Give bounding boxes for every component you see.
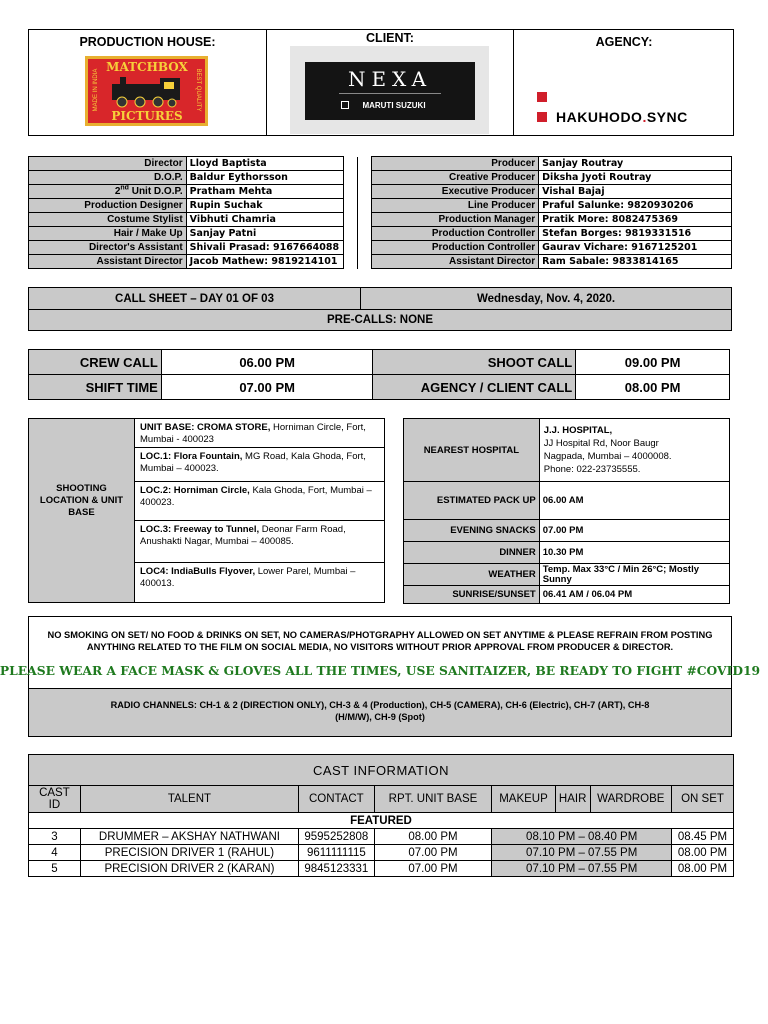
radio-channels-text: RADIO CHANNELS: CH-1 & 2 (DIRECTION ONLY), CH-3 & 4 (Production), CH-5 (CAMERA), CH-6 (Electric), CH-7 (ART), CH-8 (H/M/W), CH-9 (Spot) bbox=[110, 700, 650, 722]
crew-name: Lloyd Baptista bbox=[186, 157, 343, 171]
cast-rpt: 07.00 PM bbox=[374, 861, 492, 877]
crew-name: Stefan Borges: 9819331516 bbox=[539, 227, 732, 241]
matchbox-right-text: BEST QUALITY bbox=[195, 68, 201, 112]
rules-text: NO SMOKING ON SET/ NO FOOD & DRINKS ON SET, NO CAMERAS/PHOTGRAPHY ALLOWED ON SET ANYTIME & PLEASE REFRAIN FROM POSTING ANYTHING RELATED TO THE FILM ON SOCIAL MEDIA, NO VISITORS WITHOUT PRIOR APPROVAL FROM PRODUCER & DIRECTOR. bbox=[47, 630, 713, 652]
snacks-label: EVENING SNACKS bbox=[404, 520, 540, 542]
hospital-phone: Phone: 022-23735555. bbox=[543, 464, 641, 475]
cast-hmw: 08.10 PM – 08.40 PM bbox=[492, 829, 672, 845]
cast-talent: DRUMMER – AKSHAY NATHWANI bbox=[80, 829, 298, 845]
crew-role: Costume Stylist bbox=[29, 213, 187, 227]
crew-role: Assistant Director bbox=[371, 255, 539, 269]
weather-value: Temp. Max 33°C / Min 26°C; Mostly Sunny bbox=[539, 564, 729, 586]
hospital-label: NEAREST HOSPITAL bbox=[404, 419, 540, 482]
sync-text: SYNC bbox=[646, 109, 688, 125]
crew-name: Ram Sabale: 9833814165 bbox=[539, 255, 732, 269]
cast-hmw: 07.10 PM – 07.55 PM bbox=[492, 845, 672, 861]
crew-table bbox=[28, 156, 732, 269]
cast-row bbox=[29, 845, 734, 861]
agency-label: AGENCY: bbox=[595, 35, 653, 49]
cast-header: CONTACT bbox=[299, 786, 375, 813]
crew-row bbox=[29, 199, 732, 213]
callsheet-title: CALL SHEET – DAY 01 OF 03 bbox=[115, 292, 274, 305]
agency-call-value: 08.00 PM bbox=[576, 375, 730, 400]
matchbox-top-text: MATCHBOX bbox=[106, 60, 188, 74]
crew-name: Shivali Prasad: 9167664088 bbox=[186, 241, 343, 255]
cast-header: TALENT bbox=[80, 786, 298, 813]
location-item: UNIT BASE: CROMA STORE, Horniman Circle, Fort, Mumbai - 400023 bbox=[140, 422, 366, 445]
dinner-label: DINNER bbox=[404, 542, 540, 564]
cast-id: 4 bbox=[29, 845, 81, 861]
snacks-value: 07.00 PM bbox=[539, 520, 729, 542]
crew-row bbox=[29, 171, 732, 185]
crew-role: D.O.P. bbox=[29, 171, 187, 185]
crew-role: Director bbox=[29, 157, 187, 171]
crew-name: Gaurav Vichare: 9167125201 bbox=[539, 241, 732, 255]
crew-name: Vibhuti Chamria bbox=[186, 213, 343, 227]
crew-name: Pratham Mehta bbox=[186, 185, 343, 199]
sunrise-sunset-label: SUNRISE/SUNSET bbox=[404, 586, 540, 604]
maruti-suzuki-text: MARUTI SUZUKI bbox=[362, 100, 426, 110]
crew-name: Rupin Suchak bbox=[186, 199, 343, 213]
shooting-location-label: SHOOTING LOCATION & UNIT BASE bbox=[39, 483, 124, 518]
cast-row bbox=[29, 829, 734, 845]
red-square-icon bbox=[537, 112, 547, 122]
matchbox-bottom-text: PICTURES bbox=[111, 109, 183, 123]
crew-row bbox=[29, 255, 732, 269]
crew-row bbox=[29, 227, 732, 241]
production-house-label: PRODUCTION HOUSE: bbox=[79, 35, 216, 49]
agency-call-label: AGENCY / CLIENT CALL bbox=[373, 375, 576, 400]
crew-name: Sanjay Routray bbox=[539, 157, 732, 171]
sunrise-sunset-value: 06.41 AM / 06.04 PM bbox=[539, 586, 729, 604]
crew-call-value: 06.00 PM bbox=[161, 350, 373, 375]
crew-role: Creative Producer bbox=[371, 171, 539, 185]
cast-hmw: 07.10 PM – 07.55 PM bbox=[492, 861, 672, 877]
crew-role: Producer bbox=[371, 157, 539, 171]
cast-rpt: 08.00 PM bbox=[374, 829, 492, 845]
callsheet-date: Wednesday, Nov. 4, 2020. bbox=[476, 292, 616, 305]
weather-label: WEATHER bbox=[404, 564, 540, 586]
cast-onset: 08.00 PM bbox=[672, 845, 734, 861]
locations-box bbox=[28, 418, 385, 603]
cast-header: ON SET bbox=[672, 786, 734, 813]
cast-header: CAST ID bbox=[29, 786, 81, 813]
crew-name: Sanjay Patni bbox=[186, 227, 343, 241]
cast-contact: 9595252808 bbox=[299, 829, 375, 845]
hakuhodo-dot: . bbox=[642, 109, 647, 125]
cast-rpt: 07.00 PM bbox=[374, 845, 492, 861]
cast-id: 3 bbox=[29, 829, 81, 845]
crew-role: Line Producer bbox=[371, 199, 539, 213]
location-item: LOC.1: Flora Fountain, MG Road, Kala Ghoda, Fort, Mumbai – 400023. bbox=[135, 447, 385, 481]
crew-role: Production Controller bbox=[371, 241, 539, 255]
cast-header: WARDROBE bbox=[590, 786, 671, 813]
cast-contact: 9845123331 bbox=[299, 861, 375, 877]
cast-talent: PRECISION DRIVER 1 (RAHUL) bbox=[80, 845, 298, 861]
cast-talent: PRECISION DRIVER 2 (KARAN) bbox=[80, 861, 298, 877]
cast-title: CAST INFORMATION bbox=[29, 755, 734, 786]
suzuki-s-icon bbox=[341, 101, 349, 109]
train-icon bbox=[110, 74, 184, 108]
calls-table bbox=[28, 349, 730, 400]
location-item: LOC.3: Freeway to Tunnel, Deonar Farm Road, Anushakti Nagar, Mumbai – 400085. bbox=[135, 520, 385, 562]
cast-header: MAKEUP bbox=[492, 786, 555, 813]
shift-time-value: 07.00 PM bbox=[161, 375, 373, 400]
featured-label: FEATURED bbox=[29, 813, 734, 829]
cast-header: RPT. UNIT BASE bbox=[374, 786, 492, 813]
shoot-call-value: 09.00 PM bbox=[576, 350, 730, 375]
hospital-addr2: Nagpada, Mumbai – 4000008. bbox=[543, 451, 672, 462]
nexa-name: NEXA bbox=[347, 67, 433, 91]
crew-role: Assistant Director bbox=[29, 255, 187, 269]
covid-text: PLEASE WEAR A FACE MASK & GLOVES ALL THE TIMES, USE SANITAIZER, BE READY TO FIGHT #COVID19 bbox=[0, 662, 761, 678]
crew-name: Baldur Eythorsson bbox=[186, 171, 343, 185]
crew-name: Pratik More: 8082475369 bbox=[539, 213, 732, 227]
location-item: LOC4: IndiaBulls Flyover, Lower Parel, Mumbai – 400013. bbox=[135, 562, 385, 602]
precalls-text: PRE-CALLS: NONE bbox=[326, 314, 434, 326]
hakuhodo-text: HAKUHODO bbox=[556, 109, 643, 125]
notice-box bbox=[0, 616, 761, 737]
crew-row bbox=[29, 185, 732, 199]
hospital-addr1: JJ Hospital Rd, Noor Baugr bbox=[543, 438, 659, 449]
matchbox-pictures-logo bbox=[85, 56, 208, 126]
crew-row bbox=[29, 157, 732, 171]
header-box bbox=[28, 29, 734, 136]
dinner-value: 10.30 PM bbox=[539, 542, 729, 564]
client-label: CLIENT: bbox=[366, 31, 414, 45]
cast-header: HAIR bbox=[555, 786, 590, 813]
shoot-call-label: SHOOT CALL bbox=[373, 350, 576, 375]
crew-name: Praful Salunke: 9820930206 bbox=[539, 199, 732, 213]
crew-role: Hair / Make Up bbox=[29, 227, 187, 241]
cast-row bbox=[29, 861, 734, 877]
cast-onset: 08.00 PM bbox=[672, 861, 734, 877]
hospital-info bbox=[539, 419, 729, 482]
nexa-logo bbox=[290, 46, 489, 134]
crew-row bbox=[29, 213, 732, 227]
crew-role: Production Designer bbox=[29, 199, 187, 213]
crew-call-label: CREW CALL bbox=[29, 350, 162, 375]
cast-contact: 9611111115 bbox=[299, 845, 375, 861]
cast-table bbox=[28, 754, 734, 877]
crew-name: Jacob Mathew: 9819214101 bbox=[186, 255, 343, 269]
red-square-icon bbox=[537, 92, 547, 102]
crew-role: Director's Assistant bbox=[29, 241, 187, 255]
callsheet-box bbox=[28, 287, 732, 331]
crew-role: Production Controller bbox=[371, 227, 539, 241]
crew-role: 2nd Unit D.O.P. bbox=[29, 185, 187, 199]
crew-name: Vishal Bajaj bbox=[539, 185, 732, 199]
crew-name: Diksha Jyoti Routray bbox=[539, 171, 732, 185]
crew-row bbox=[29, 241, 732, 255]
shift-time-label: SHIFT TIME bbox=[29, 375, 162, 400]
location-item: LOC.2: Horniman Circle, Kala Ghoda, Fort, Mumbai – 400023. bbox=[135, 481, 385, 520]
info-table bbox=[403, 418, 730, 604]
cast-onset: 08.45 PM bbox=[672, 829, 734, 845]
pack-up-label: ESTIMATED PACK UP bbox=[404, 482, 540, 520]
pack-up-value: 06.00 AM bbox=[539, 482, 729, 520]
cast-id: 5 bbox=[29, 861, 81, 877]
matchbox-left-text: MADE IN INDIA bbox=[93, 68, 99, 112]
hakuhodo-sync-logo bbox=[537, 90, 727, 126]
crew-role: Production Manager bbox=[371, 213, 539, 227]
hospital-name: J.J. HOSPITAL, bbox=[543, 425, 613, 436]
crew-role: Executive Producer bbox=[371, 185, 539, 199]
